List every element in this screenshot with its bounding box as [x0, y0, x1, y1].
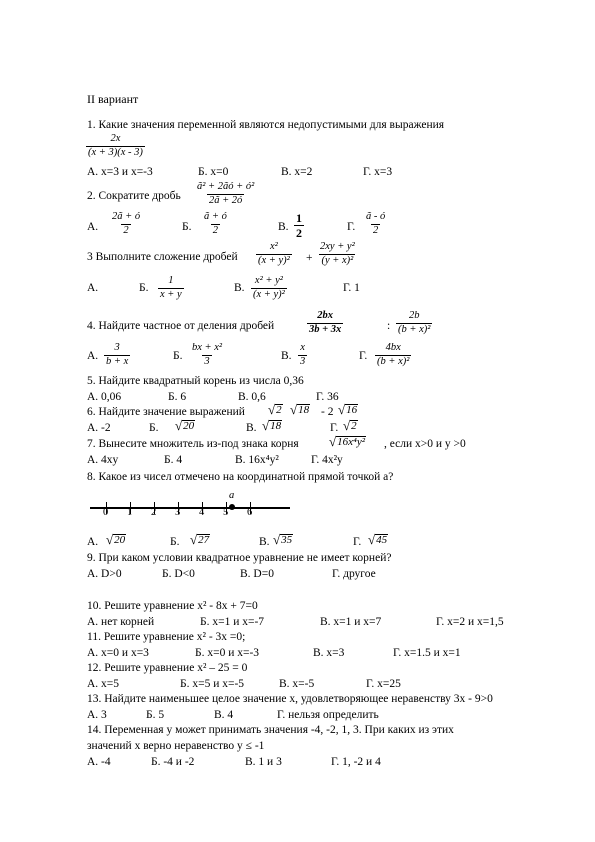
q6-root-3: √ 16 — [338, 402, 358, 417]
q6-mid: - 2 — [321, 406, 334, 418]
q3-fraction-2 — [318, 242, 357, 266]
q7-option-d: Г. 4x²y — [311, 454, 343, 466]
q14-line1: 14. Переменная y может принимать значения -4, -2, 1, 3. При каких из этих — [87, 724, 454, 736]
q14-line2: значений x верно неравенство y ≤ -1 — [87, 740, 265, 752]
q3-option-d: Г. 1 — [343, 282, 360, 294]
q3-fraction-1 — [256, 242, 292, 266]
q2-d-num: ã - ó — [366, 211, 386, 222]
q4-colon: : — [387, 320, 391, 332]
q5-text: 5. Найдите квадратный корень из числа 0,36 — [87, 375, 304, 387]
q11-option-a: А. x=0 и x=3 — [87, 647, 149, 659]
q2-b-num: ã + ó — [204, 211, 227, 222]
q4-option-a: А. — [87, 350, 99, 362]
q9-text: 9. При каком условии квадратное уравнение не имеет корней? — [87, 552, 392, 564]
q8-option-a: А. — [87, 536, 99, 548]
q10-option-d: Г. x=2 и x=1,5 — [436, 616, 504, 628]
q10-option-a: А. нет корней — [87, 616, 155, 628]
q5-option-c: В. 0,6 — [238, 391, 266, 403]
q1-option-d: Г. x=3 — [363, 166, 393, 178]
q6-c-root: √ 18 — [262, 418, 282, 433]
q5-option-a: А. 0,06 — [87, 391, 122, 403]
q3-text: 3 Выполните сложение дробей — [87, 251, 238, 263]
q11-option-b: Б. x=0 и x=-3 — [195, 647, 260, 659]
q8-c-rad: 35 — [281, 534, 293, 546]
q3-c-num: x² + y² — [254, 275, 283, 286]
q6-r1: 2 — [276, 404, 282, 416]
q4-option-c: В. — [281, 350, 292, 362]
q6-option-d: Г. — [330, 422, 339, 434]
q2-a-num: 2ã + ó — [112, 211, 141, 222]
q6-root-1: √ 2 — [268, 402, 282, 417]
tick-label-5: 5 — [223, 507, 229, 518]
q2-option-b: Б. — [182, 221, 192, 233]
q2-option-a: А. — [87, 221, 99, 233]
q14-option-d: Г. 1, -2 и 4 — [331, 756, 381, 768]
number-line-axis — [90, 507, 290, 509]
q1-fraction — [86, 134, 145, 158]
q10-text: 10. Решите уравнение x² - 8x + 7=0 — [87, 600, 258, 612]
q8-option-b: Б. — [170, 536, 180, 548]
q1-option-a: А. x=3 и x=-3 — [87, 166, 153, 178]
q6-r3: 16 — [346, 404, 358, 416]
q14-option-c: В. 1 и 3 — [245, 756, 282, 768]
q13-option-b: Б. 5 — [146, 709, 165, 721]
q4-a-den: b + x — [106, 355, 129, 367]
q3-b-num: 1 — [168, 275, 174, 286]
q4-a-num: 3 — [114, 342, 120, 353]
q12-text: 12. Решите уравнение x² – 25 = 0 — [87, 662, 248, 674]
q12-option-b: Б. x=5 и x=-5 — [180, 678, 245, 690]
q3-option-a: А. — [87, 282, 99, 294]
q3-b-den: x + y — [160, 288, 182, 300]
q14-option-a: А. -4 — [87, 756, 111, 768]
q13-option-d: Г. нельзя определить — [277, 709, 379, 721]
q13-text: 13. Найдите наименьшее целое значение x, удовлетворяющее неравенству 3x - 9>0 — [87, 693, 493, 705]
q4-c-den: 3 — [300, 355, 306, 367]
q3-f1-num: x² — [270, 241, 278, 252]
tick-label-0: 0 — [103, 507, 109, 518]
tick-label-2: 2 — [151, 507, 157, 518]
q9-option-c: В. D=0 — [240, 568, 274, 580]
q13-option-c: В. 4 — [214, 709, 234, 721]
q2-b-den: 2 — [212, 224, 219, 236]
q10-option-c: В. x=1 и x=7 — [320, 616, 382, 628]
q11-text: 11. Решите уравнение x² - 3x =0; — [87, 631, 246, 643]
q5-option-b: Б. 6 — [168, 391, 187, 403]
q2-c-num: 1 — [296, 211, 302, 225]
q2-d-frac — [364, 212, 387, 236]
q12-option-c: В. x=-5 — [279, 678, 315, 690]
q7-option-b: Б. 4 — [164, 454, 183, 466]
q2-fraction — [195, 182, 256, 206]
q2-text: 2. Сократите дробь — [87, 190, 181, 202]
q4-option-d: Г. — [359, 350, 368, 362]
q3-f2-den: (y + x)² — [321, 254, 354, 266]
tick-label-4: 4 — [199, 507, 205, 518]
q7-text: 7. Вынесите множитель из-под знака корня — [87, 438, 299, 450]
q10-option-b: Б. x=1 и x=-7 — [200, 616, 265, 628]
variant-title: II вариант — [87, 92, 139, 106]
q3-option-c: В. — [234, 282, 245, 294]
q1-frac-den: (x + 3)(x - 3) — [88, 146, 143, 158]
q14-option-b: Б. -4 и -2 — [151, 756, 195, 768]
q4-b-frac — [190, 343, 224, 367]
q4-f1-num: 2bx — [317, 310, 333, 321]
q12-option-a: А. x=5 — [87, 678, 120, 690]
q3-c-den: (x + y)² — [253, 288, 285, 300]
q4-text: 4. Найдите частное от деления дробей — [87, 320, 275, 332]
q6-r2: 18 — [298, 404, 310, 416]
q8-a-rad: 20 — [114, 534, 126, 546]
q11-option-c: В. x=3 — [313, 647, 345, 659]
q4-d-num: 4bx — [385, 342, 401, 353]
q6-d-root: √ 2 — [343, 418, 357, 433]
q3-f2-num: 2xy + y² — [320, 241, 355, 252]
q4-a-frac — [104, 343, 130, 367]
q2-a-frac — [110, 212, 142, 236]
q2-c-frac — [294, 212, 304, 239]
q2-option-c: В. — [278, 221, 289, 233]
q1-option-b: Б. x=0 — [198, 166, 229, 178]
q4-c-frac — [298, 343, 307, 367]
q7-tail: , если x>0 и y >0 — [384, 438, 466, 450]
q1-text: 1. Какие значения переменной являются недопустимыми для выражения — [87, 119, 445, 131]
q1-option-c: В. x=2 — [281, 166, 313, 178]
q6-b-rad: 20 — [183, 420, 195, 432]
q2-b-frac — [202, 212, 229, 236]
q4-option-b: Б. — [173, 350, 183, 362]
point-a-label: a — [229, 490, 235, 501]
q2-c-den: 2 — [296, 226, 302, 240]
q4-fraction-1 — [307, 311, 343, 335]
q8-a-root: √ 20 — [106, 532, 126, 547]
q4-d-den: (b + x)² — [377, 355, 410, 367]
q13-option-a: А. 3 — [87, 709, 107, 721]
q8-d-root: √ 45 — [368, 532, 388, 547]
q2-option-d: Г. — [347, 221, 356, 233]
q4-f2-den: (b + x)² — [398, 323, 431, 335]
point-a — [229, 504, 235, 510]
q3-b-frac — [158, 276, 184, 300]
q6-c-rad: 18 — [270, 420, 282, 432]
q2-d-den: 2 — [373, 224, 379, 236]
q3-c-frac — [251, 276, 287, 300]
q6-b-root: √ 20 — [175, 418, 195, 433]
tick-label-1: 1 — [127, 507, 133, 518]
q2-a-den: 2 — [123, 224, 129, 236]
q7-root: √ 16x⁴y² — [329, 434, 366, 449]
q8-c-root: √ 35 — [273, 532, 293, 547]
q5-option-d: Г. 36 — [316, 391, 339, 403]
q2-frac-den: 2ã + 2ó — [208, 194, 243, 206]
q4-d-frac — [375, 343, 411, 367]
q8-b-root: √ 27 — [190, 532, 210, 547]
q1-frac-num: 2x — [110, 133, 121, 144]
q11-option-d: Г. x=1.5 и x=1 — [393, 647, 461, 659]
q4-b-num: bx + x² — [192, 342, 223, 353]
q4-f2-num: 2b — [408, 310, 420, 321]
q9-option-b: Б. D<0 — [162, 568, 195, 580]
q9-option-a: А. D>0 — [87, 568, 122, 580]
q12-option-d: Г. x=25 — [366, 678, 401, 690]
q4-f1-den: 3b + 3x — [309, 323, 342, 335]
q8-option-d: Г. — [353, 536, 362, 548]
q4-fraction-2 — [396, 311, 432, 335]
q8-text: 8. Какое из чисел отмечено на координатной прямой точкой а? — [87, 471, 394, 483]
tick-label-6: 6 — [247, 507, 253, 518]
tick-label-3: 3 — [175, 507, 181, 518]
q8-option-c: В. — [259, 536, 270, 548]
q9-option-d: Г. другое — [332, 568, 376, 580]
q6-text: 6. Найдите значение выражений — [87, 406, 245, 418]
q6-option-c: В. — [246, 422, 257, 434]
q3-plus: + — [306, 252, 313, 264]
q4-b-den: 3 — [204, 355, 210, 367]
q6-option-b: Б. — [149, 422, 159, 434]
q2-frac-num: ã² + 2ãó + ó² — [197, 181, 255, 192]
q6-root-2: √ 18 — [290, 402, 310, 417]
q7-rad: 16x⁴y² — [337, 436, 366, 448]
q7-option-c: В. 16x⁴y² — [235, 454, 279, 466]
q6-option-a: А. -2 — [87, 422, 111, 434]
q6-d-rad: 2 — [351, 420, 357, 432]
q7-option-a: А. 4xy — [87, 454, 119, 466]
q8-b-rad: 27 — [198, 534, 210, 546]
q8-d-rad: 45 — [376, 534, 388, 546]
q4-c-num: x — [300, 342, 305, 353]
q3-f1-den: (x + y)² — [258, 254, 290, 266]
q3-option-b: Б. — [139, 282, 149, 294]
